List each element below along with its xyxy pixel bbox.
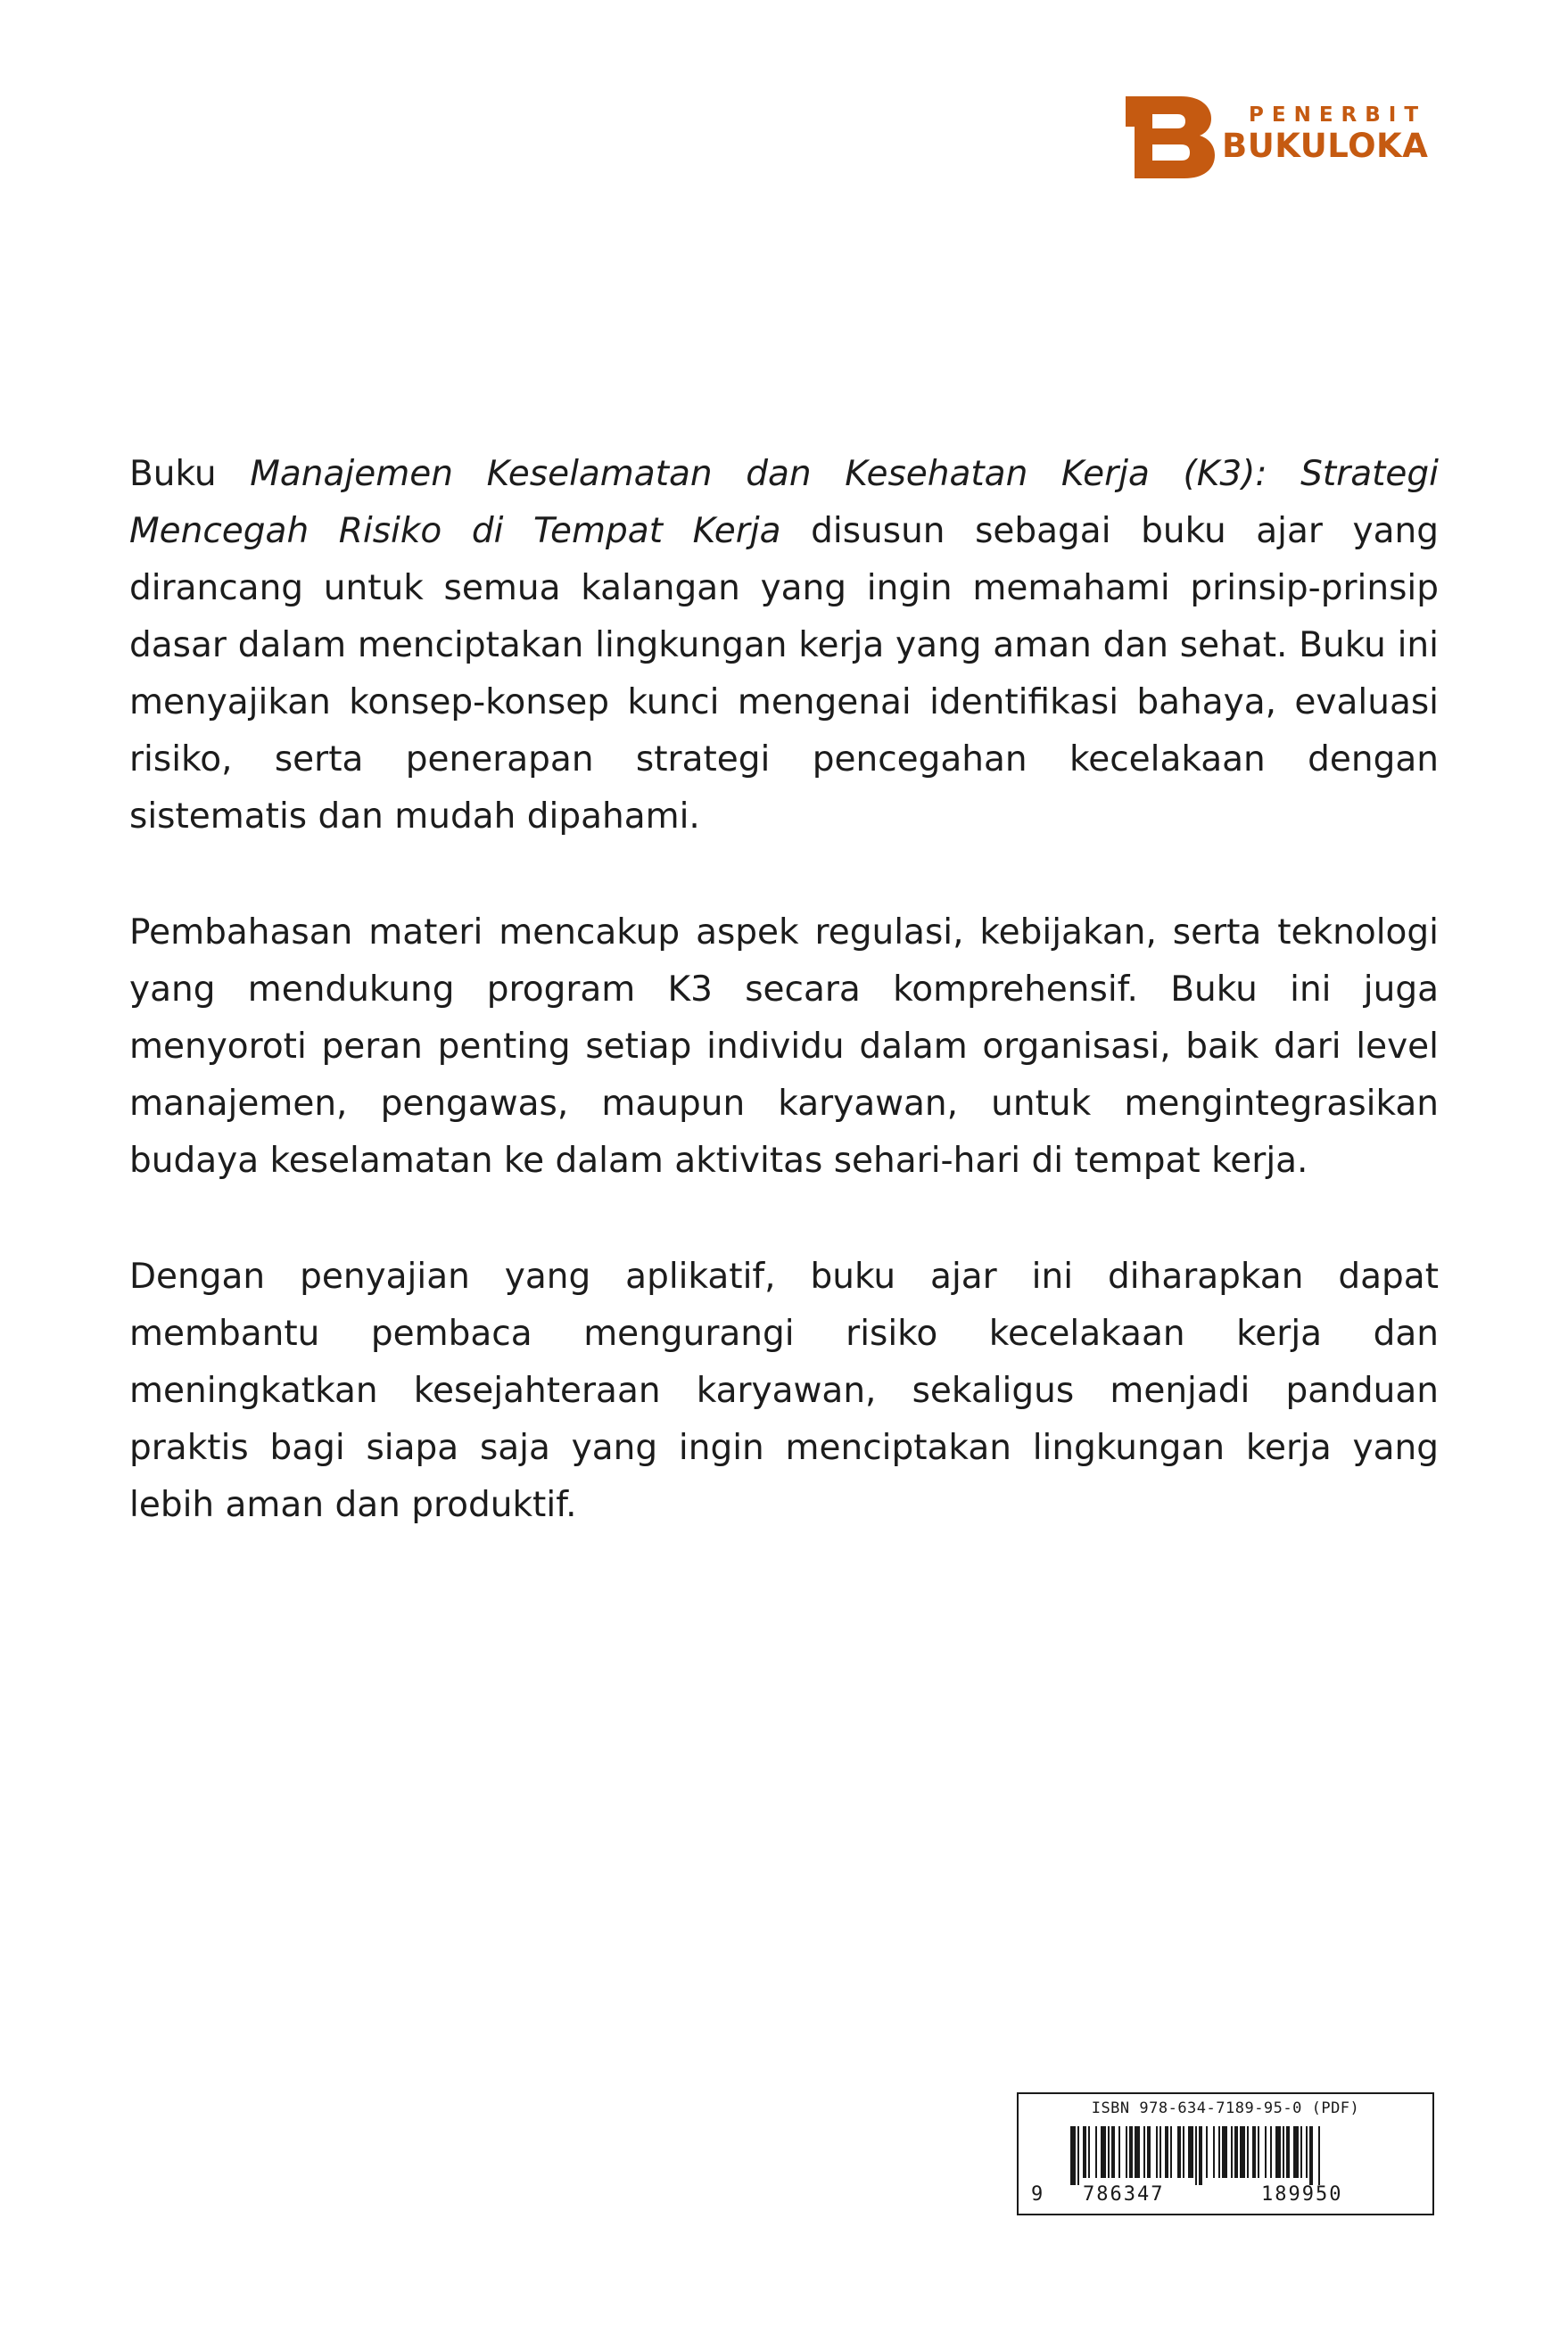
barcode-bar	[1077, 2126, 1079, 2185]
barcode-bar	[1283, 2126, 1284, 2178]
barcode-first-digit: 9	[1031, 2183, 1044, 2206]
isbn-barcode	[1017, 2092, 1434, 2215]
barcode-bar	[1070, 2126, 1076, 2185]
barcode-bar	[1222, 2126, 1227, 2178]
barcode-bar	[1156, 2126, 1158, 2178]
barcode-bar	[1293, 2126, 1299, 2178]
barcode-bar	[1206, 2126, 1208, 2178]
barcode-bar	[1234, 2126, 1238, 2178]
book-title: Manajemen Keselamatan dan Kesehatan Kerja (K3): Strategi Mencegah Risiko di Tempat Kerja	[129, 454, 1439, 551]
book-description	[129, 446, 1439, 1593]
barcode-bar	[1240, 2126, 1245, 2178]
barcode-bar	[1265, 2126, 1267, 2178]
isbn-label: ISBN 978-634-7189-95-0 (PDF)	[1091, 2099, 1360, 2117]
barcode-bar	[1147, 2126, 1151, 2178]
barcode-bar	[1195, 2126, 1197, 2185]
barcode-bar	[1126, 2126, 1127, 2178]
barcode-bar	[1177, 2126, 1181, 2178]
letter-b-logo-icon	[1126, 96, 1215, 178]
description-paragraph-3: Dengan penyajian yang aplikatif, buku ajar ini diharapkan dapat membantu pembaca mengurangi risiko kecelakaan kerja dan meningkatkan kesejahteraan karyawan, sekaligus menjadi panduan praktis bagi siapa saja yang ingin menciptakan lingkungan kerja yang lebih aman dan produktif.	[129, 1257, 1439, 1525]
barcode-bar	[1183, 2126, 1184, 2178]
barcode-bar	[1258, 2126, 1259, 2178]
barcode-bar	[1199, 2126, 1202, 2185]
paragraph-lead: Buku	[129, 454, 251, 494]
barcode-bar	[1108, 2126, 1110, 2178]
barcode-bar	[1143, 2126, 1145, 2178]
barcode-bar	[1118, 2126, 1120, 2178]
barcode-bar	[1231, 2126, 1233, 2178]
barcode-bar	[1188, 2126, 1193, 2178]
barcode-bar	[1088, 2126, 1090, 2178]
barcode-bar	[1300, 2126, 1302, 2178]
barcode-bar	[1252, 2126, 1256, 2178]
barcode-bar	[1159, 2126, 1161, 2178]
barcode-bar	[1083, 2126, 1086, 2178]
description-paragraph-1	[129, 446, 1439, 845]
publisher-label: PENERBIT	[1249, 103, 1427, 127]
description-paragraph-2: Pembahasan materi mencakup aspek regulasi, kebijakan, serta teknologi yang mendukung program K3 secara komprehensif. Buku ini juga menyoroti peran penting setiap individu dalam organisasi, baik dari level manajemen, pengawas, maupun karyawan, untuk mengintegrasikan budaya keselamatan ke dalam aktivitas sehari-hari di tempat kerja.	[129, 912, 1439, 1181]
barcode-bar	[1286, 2126, 1290, 2178]
barcode-bar	[1111, 2126, 1115, 2178]
barcode-bars	[1070, 2126, 1384, 2185]
barcode-bar	[1213, 2126, 1215, 2178]
barcode-left-digits: 786347	[1083, 2183, 1165, 2206]
barcode-bar	[1129, 2126, 1133, 2178]
paragraph-rest: disusun sebagai buku ajar yang dirancang untuk semua kalangan yang ingin memahami prinsip-prinsip dasar dalam menciptakan lingkungan kerja yang aman dan sehat. Buku ini menyajikan konsep-konsep kunci mengenai identifikasi bahaya, evaluasi risiko, serta penerapan strategi pencegahan kecelakaan dengan sistematis dan mudah dipahami.	[129, 511, 1439, 837]
barcode-bar	[1095, 2126, 1097, 2178]
barcode-bar	[1135, 2126, 1140, 2178]
barcode-bar	[1270, 2126, 1272, 2178]
barcode-bar	[1247, 2126, 1249, 2178]
publisher-logo	[1126, 96, 1447, 178]
barcode-bar	[1306, 2126, 1308, 2178]
barcode-bar	[1275, 2126, 1281, 2178]
barcode-bar	[1309, 2126, 1313, 2185]
barcode-bar	[1101, 2126, 1106, 2178]
barcode-right-digits: 189950	[1261, 2183, 1343, 2206]
barcode-bar	[1218, 2126, 1220, 2178]
publisher-name: BUKULOKA	[1222, 127, 1429, 165]
barcode-bar	[1170, 2126, 1172, 2178]
barcode-bar	[1165, 2126, 1168, 2178]
barcode-bar	[1318, 2126, 1320, 2185]
